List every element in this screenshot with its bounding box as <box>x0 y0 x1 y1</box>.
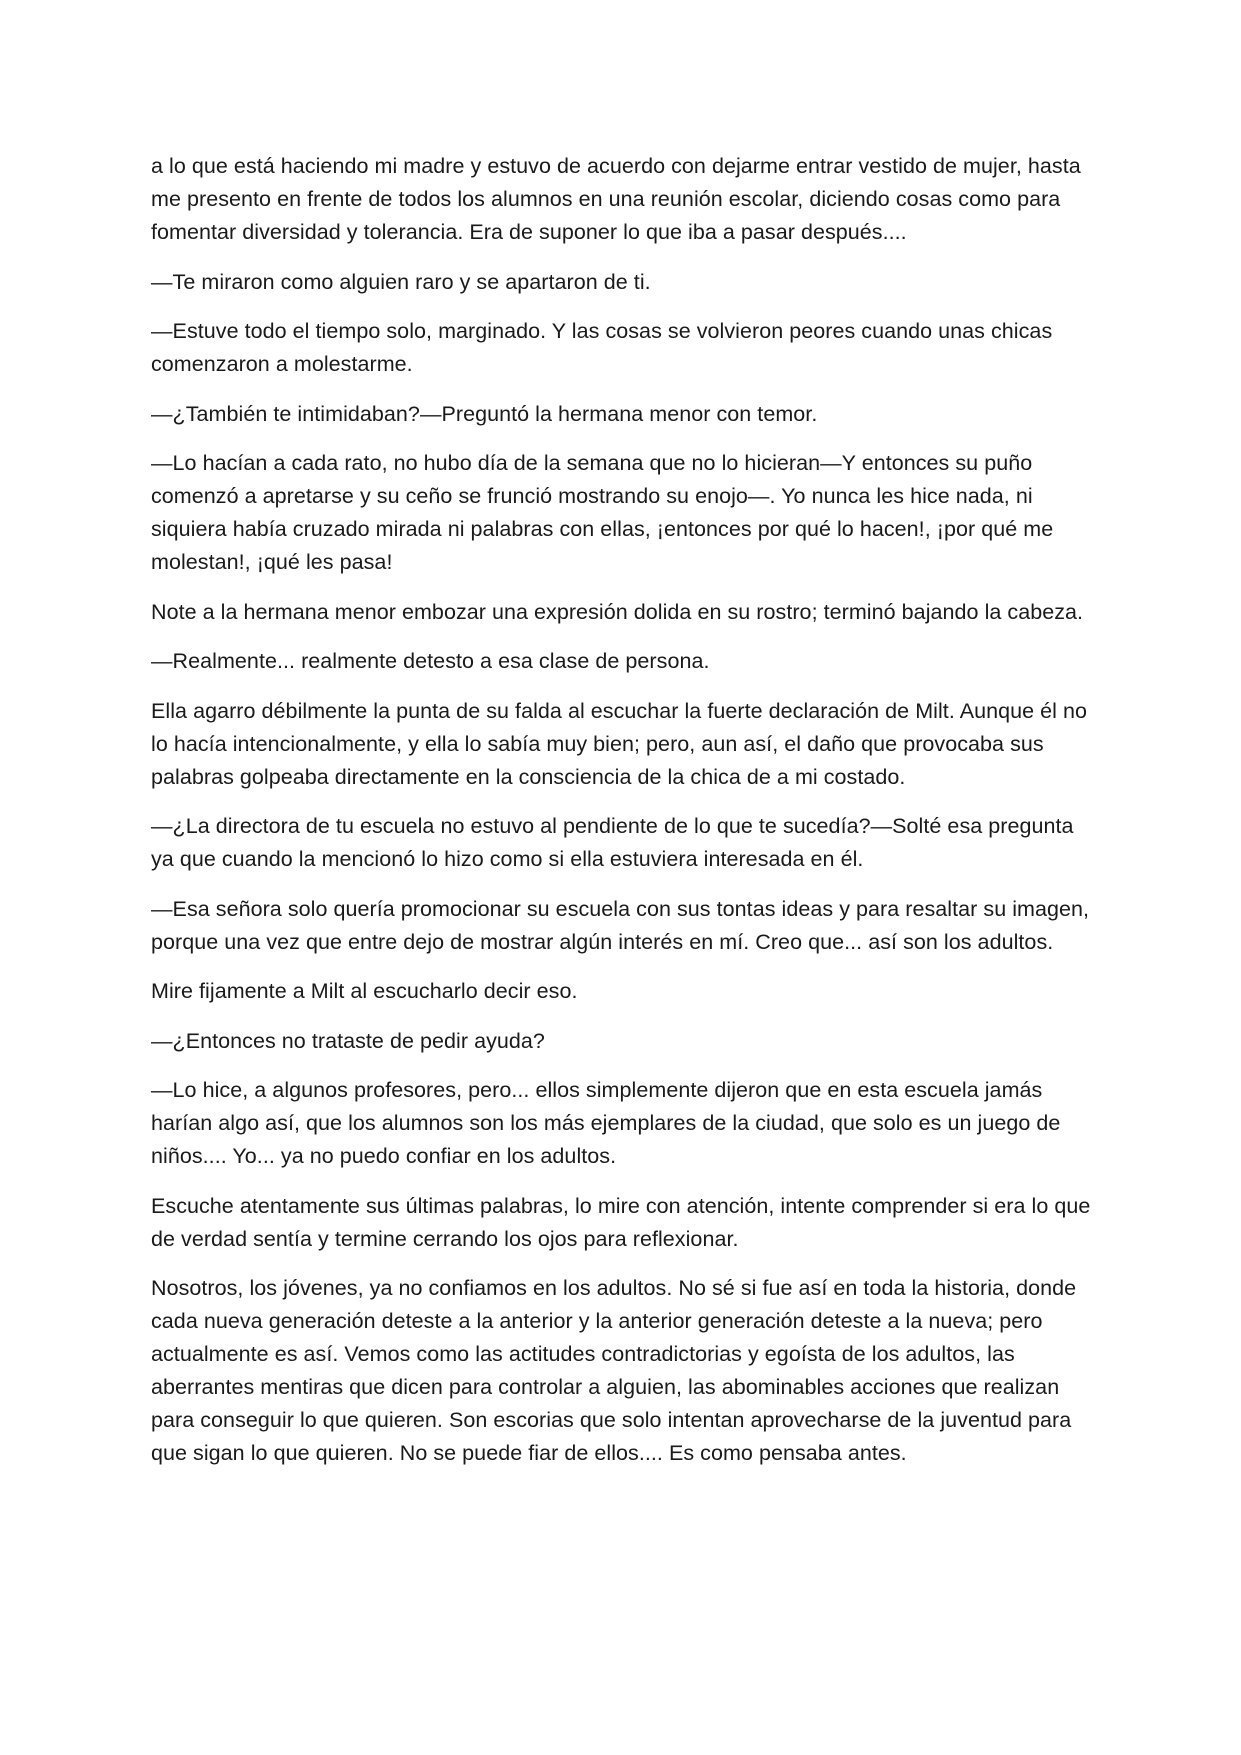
paragraph: a lo que está haciendo mi madre y estuvo de acuerdo con dejarme entrar vestido de mujer, hasta me presento en frente de todos los alumnos en una reunión escolar, diciendo cosas como para fomentar diversidad y tolerancia. Era de suponer lo que iba a pasar después.... <box>151 154 1081 244</box>
paragraph: Ella agarro débilmente la punta de su falda al escuchar la fuerte declaración de Milt. Aunque él no lo hacía intencionalmente, y ella lo sabía muy bien; pero, aun así, el daño que provocaba sus palabras golpeaba directamente en la consciencia de la chica de a mi costado. <box>151 698 1088 789</box>
paragraph: —Lo hice, a algunos profesores, pero... ellos simplemente dijeron que en esta escuela jamás harían algo así, que los alumnos son los más ejemplares de la ciudad, que solo es un juego de niños.... Yo... ya no puedo confiar en los adultos. <box>151 1078 1061 1168</box>
paragraph: —Lo hacían a cada rato, no hubo día de la semana que no lo hicieran—Y entonces su puño comenzó a apretarse y su ceño se frunció mostrando su enojo—. Yo nunca les hice nada, ni siquiera había cruzado mirada ni palabras con ellas, ¡entonces por qué lo hacen!, ¡por qué me molestan!, ¡qué les pasa! <box>151 451 1054 574</box>
paragraph: —Te miraron como alguien raro y se apartaron de ti. <box>151 269 651 294</box>
paragraph: —¿También te intimidaban?—Preguntó la hermana menor con temor. <box>151 401 818 426</box>
paragraph: —¿La directora de tu escuela no estuvo al pendiente de lo que te sucedía?—Solté esa pregunta ya que cuando la mencionó lo hizo como si ella estuviera interesada en él. <box>151 814 1074 871</box>
paragraph: —Realmente... realmente detesto a esa clase de persona. <box>151 649 710 673</box>
paragraph: —Estuve todo el tiempo solo, marginado. Y las cosas se volvieron peores cuando unas chicas comenzaron a molestarme. <box>151 319 1053 376</box>
paragraph: Mire fijamente a Milt al escucharlo decir eso. <box>151 979 578 1003</box>
paragraph: Note a la hermana menor embozar una expresión dolida en su rostro; terminó bajando la cabeza. <box>151 599 1084 624</box>
document-body <box>151 150 1099 1487</box>
paragraph: —Esa señora solo quería promocionar su escuela con sus tontas ideas y para resaltar su imagen, porque una vez que entre dejo de mostrar algún interés en mí. Creo que... así son los adultos. <box>151 896 1090 954</box>
paragraph: Nosotros, los jóvenes, ya no confiamos en los adultos. No sé si fue así en toda la historia, donde cada nueva generación deteste a la anterior y la anterior generación deteste a la nueva; pero actualmente es así. Vemos como las actitudes contradictorias y egoísta de los adultos, las aberrantes mentiras que dicen para controlar a alguien, las abominables acciones que realizan para conseguir lo que quieren. Son escorias que solo intentan aprovecharse de la juventud para que sigan lo que quieren. No se puede fiar de ellos.... Es como pensaba antes. <box>151 1276 1077 1465</box>
paragraph: Escuche atentamente sus últimas palabras, lo mire con atención, intente comprender si era lo que de verdad sentía y termine cerrando los ojos para reflexionar. <box>151 1193 1091 1251</box>
paragraph: —¿Entonces no trataste de pedir ayuda? <box>151 1028 545 1053</box>
